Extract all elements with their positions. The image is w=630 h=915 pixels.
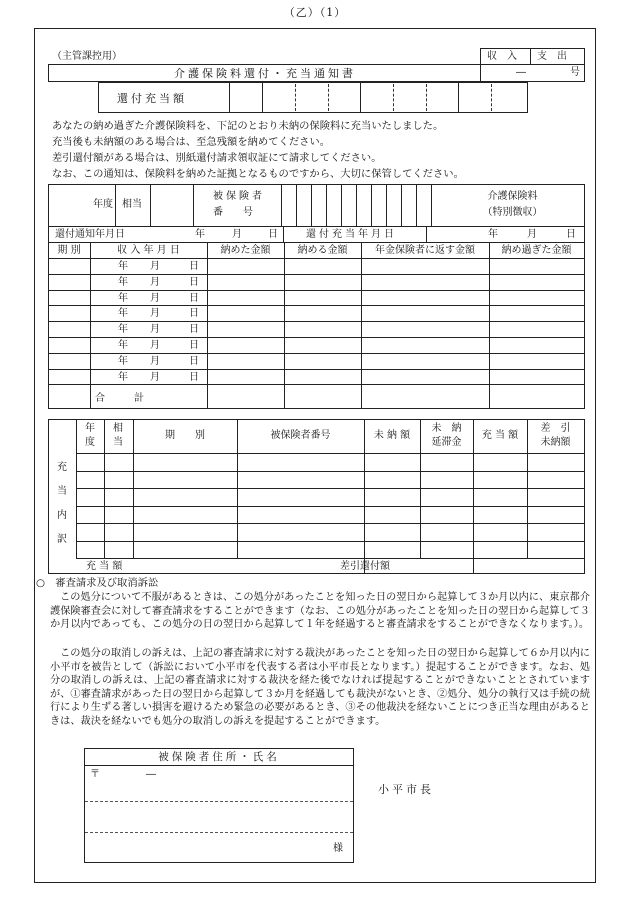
number-suffix: 号 (570, 67, 580, 78)
allocation-row-divider (76, 453, 585, 454)
total-label: 合 計 (95, 393, 147, 404)
intro-line-4: なお、この通知は、保険料を納めた証拠となるものですから、大切に保管してください。 (52, 168, 464, 180)
payment-date-unit: 日 (189, 308, 199, 319)
number-dash: ― (516, 67, 526, 78)
payment-date-unit: 月 (150, 372, 160, 383)
premium-kind-label-1: 介護保険料 (487, 191, 538, 202)
intro-line-1: あなたの納め過ぎた介護保険料を、下記のとおり未納の保険料に充当いたしました。 (52, 120, 444, 132)
col-return-pension: 年金保険者に返す金額 (375, 245, 475, 256)
postal-dash: ― (146, 769, 156, 780)
page-label: （乙）（1） (283, 6, 347, 19)
allocation-row-divider (76, 471, 585, 472)
alloc-period: 期 別 (165, 430, 205, 441)
payment-date-unit: 年 (118, 293, 128, 304)
alloc-late-1: 未 納 (431, 423, 462, 434)
alloc-applied: 充 当 額 (481, 430, 519, 441)
day-unit: 日 (268, 229, 278, 240)
alloc-balance-1: 差 引 (540, 423, 571, 434)
col-paid-amount: 納めた金額 (220, 245, 271, 256)
payment-date-unit: 年 (118, 340, 128, 351)
alloc-insured-no: 被保険者番号 (270, 430, 331, 441)
refund-notice-date-label: 還付通知年月日 (55, 229, 125, 240)
fiscal-year-label: 年度 (93, 199, 113, 210)
col-due-amount: 納める金額 (297, 245, 348, 256)
alloc-side-3: 内 (57, 510, 67, 521)
dept-use-label: （主管課控用） (52, 51, 122, 62)
payment-date-unit: 日 (189, 372, 199, 383)
payment-row-divider (48, 353, 585, 354)
payment-row-divider (48, 290, 585, 291)
payment-row-divider (48, 384, 585, 385)
payment-date-unit: 月 (150, 324, 160, 335)
legal-paragraph-2: この処分の取消しの訴えは、上記の審査請求に対する裁決があったことを知った日の翌日から起算して６か月以内に小平市を被告として（訴訟において小平市を代表する者は小平市長となります。）提起することができます。なお、処分の取消しの訴えは、上記の審査請求に対する裁決を経た後でなければ提起することができないこととされていますが、①審査請求があった日の翌日から起算して３か月を経過しても裁決がないとき、②処分、処分の執行又は手続の続行により生ずる著しい損害を避けるため緊急の必要があるとき、③その他裁決を経ないことにつき正当な理由があるときは、裁決を経ないでも処分の取消しの訴えを提起することができます。 (50, 648, 590, 727)
alloc-balance-2: 未納額 (540, 437, 571, 448)
issuer-mayor: 小平市長 (378, 783, 434, 796)
payment-date-unit: 日 (189, 293, 199, 304)
alloc-equiv-2: 当 (113, 437, 123, 448)
insured-number-label-1: 被保険者 (213, 191, 265, 202)
year-unit: 年 (488, 229, 498, 240)
payment-row-divider (48, 305, 585, 306)
alloc-side-2: 当 (57, 486, 67, 497)
alloc-equiv-1: 相 (113, 423, 123, 434)
legal-heading: ○ 審査請求及び取消訴訟 (36, 577, 159, 589)
payment-date-unit: 日 (189, 340, 199, 351)
allocation-row-divider (76, 523, 585, 524)
payment-date-unit: 年 (118, 356, 128, 367)
year-unit: 年 (195, 229, 205, 240)
insured-number-label-2: 番 号 (213, 207, 253, 218)
month-unit: 月 (527, 229, 537, 240)
payment-date-unit: 月 (150, 261, 160, 272)
payment-date-unit: 年 (118, 372, 128, 383)
alloc-side-1: 充 (57, 462, 67, 473)
refund-amount-label: 還付充当額 (117, 92, 187, 105)
payment-date-unit: 月 (150, 293, 160, 304)
type-income-label: 収 入 (487, 51, 517, 62)
payment-row-divider (48, 321, 585, 322)
payment-date-unit: 年 (118, 261, 128, 272)
payment-date-unit: 年 (118, 277, 128, 288)
payment-date-unit: 月 (150, 308, 160, 319)
payment-date-unit: 月 (150, 340, 160, 351)
alloc-late-2: 延滞金 (431, 437, 462, 448)
col-period: 期 別 (57, 245, 81, 256)
payment-date-unit: 日 (189, 277, 199, 288)
legal-paragraph-1: この処分について不服があるときは、この処分があったことを知った日の翌日から起算して３か月以内に、東京都介護保険審査会に対して審査請求をすることができます（なお、この処分があったことを知った日の翌日から起算して３か月以内であっても、この処分の日の翌日から起算して１年を経過すると審査請求をすることができなくなります。）。 (50, 592, 590, 631)
alloc-unpaid: 未 納 額 (373, 430, 411, 441)
payment-date-unit: 日 (189, 324, 199, 335)
postal-mark: 〒 (90, 769, 100, 780)
payment-row-divider (48, 274, 585, 275)
alloc-year-1: 年 (85, 423, 95, 434)
type-expense-label: 支 出 (537, 51, 567, 62)
payment-date-unit: 月 (150, 356, 160, 367)
allocation-row-divider (76, 506, 585, 507)
allocation-row-divider (76, 541, 585, 542)
col-overpaid-amount: 納め過ぎた金額 (501, 245, 572, 256)
footer-applied-amount: 充 当 額 (86, 561, 123, 572)
premium-kind-label-2: （特別徴収） (482, 207, 543, 218)
payment-date-unit: 年 (118, 308, 128, 319)
intro-line-3: 差引還付額がある場合は、別紙還付請求領収証にて請求してください。 (52, 152, 382, 164)
alloc-side-4: 訳 (57, 534, 67, 545)
footer-refund-balance: 差引還付額 (340, 561, 390, 572)
honorific-sama: 様 (333, 843, 343, 854)
address-title: 被保険者住所・氏名 (158, 751, 280, 763)
notice-title: 介護保険料還付・充当通知書 (174, 67, 356, 80)
month-unit: 月 (232, 229, 242, 240)
payment-row-divider (48, 337, 585, 338)
intro-line-2: 充当後も未納額のある場合は、至急残額を納めてください。 (52, 136, 331, 148)
payment-date-unit: 日 (189, 356, 199, 367)
day-unit: 日 (566, 229, 576, 240)
payment-date-unit: 日 (189, 261, 199, 272)
col-receipt-date: 収 入 年 月 日 (117, 245, 180, 256)
equivalent-label: 相当 (122, 199, 142, 210)
payment-date-unit: 月 (150, 277, 160, 288)
payment-date-unit: 年 (118, 324, 128, 335)
alloc-year-2: 度 (85, 437, 95, 448)
payment-row-divider (48, 369, 585, 370)
refund-apply-date-label: 還付充当年月日 (306, 229, 397, 240)
allocation-row-divider (76, 488, 585, 489)
